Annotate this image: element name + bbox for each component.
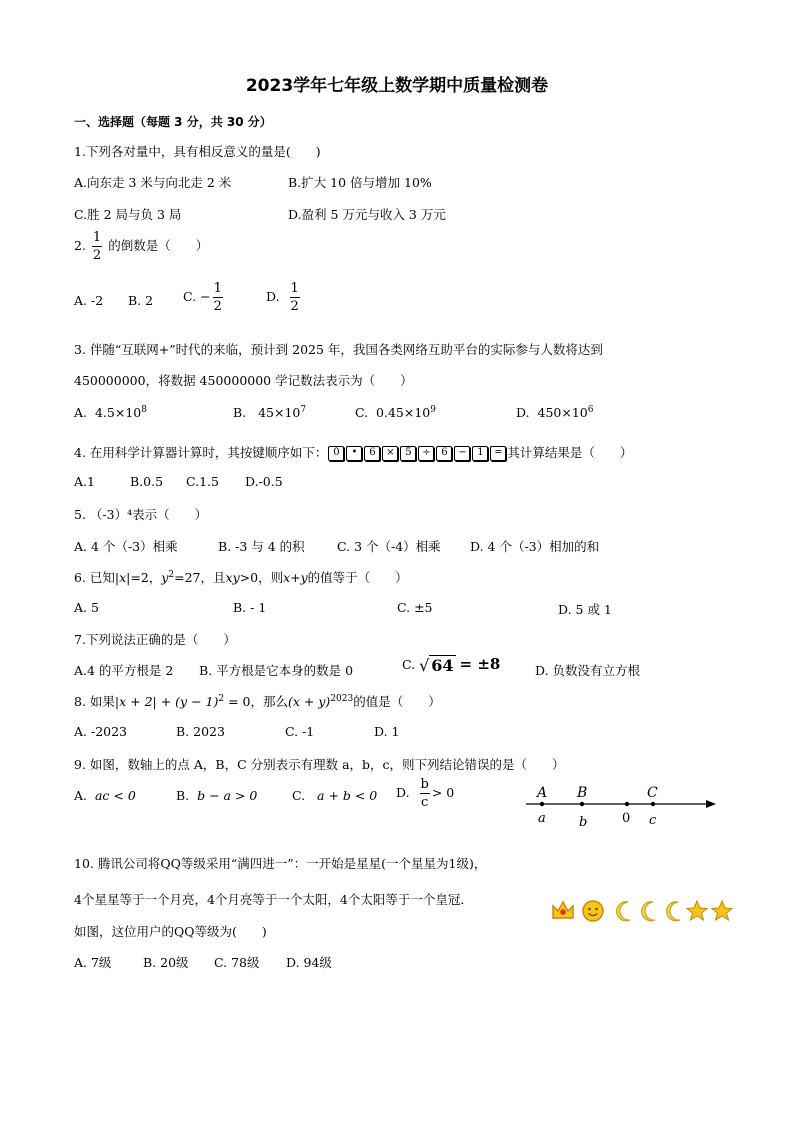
q4-option-a: A.1 [74, 474, 95, 489]
point-0-dot [625, 802, 629, 806]
point-a-dot [540, 802, 544, 806]
q8-stem: 8. 如果$|x + 2| + (y - 1)^2 = 0$，那么$(x + y)^{2023}$的值是（ ） [74, 693, 441, 709]
moon-icon-2 [642, 902, 655, 921]
q2-option-d: D. $\frac{1}{2}$ [266, 281, 299, 314]
q9-option-c: C. a + b < 0 [292, 788, 378, 803]
calculator-keys [327, 445, 507, 460]
q2-option-a: A. -2 [74, 293, 104, 308]
calculator-key: − [454, 446, 470, 461]
crown-icon [553, 902, 573, 918]
calculator-key: = [490, 446, 506, 461]
q7-stem: 7.下列说法正确的是（ ） [74, 632, 236, 647]
q1-option-a: A.向东走 3 米与向北走 2 米 [74, 175, 232, 190]
label-0: 0 [622, 811, 631, 826]
q2-fraction: $\frac{1}{2}$ [92, 230, 102, 263]
number-line-arrow [706, 800, 716, 808]
q8-option-c: C. -1 [285, 724, 315, 739]
label-C: C [647, 785, 658, 801]
star-icon-2 [712, 901, 732, 920]
q6-stem: 6. 已知|x|=2，$y^2=27$，且xy>0，则x+y的值等于（ ） [74, 569, 408, 585]
calculator-key: ÷ [418, 446, 434, 461]
q3-stem-line1: 3. 伴随“互联网+”时代的来临，预计到 2025 年，我国各类网络互助平台的实际参与人数将达到 [74, 342, 603, 357]
number-line [520, 780, 720, 830]
q6-option-b: B. - 1 [233, 600, 267, 615]
q1-option-d: D.盈利 5 万元与收入 3 万元 [288, 207, 446, 222]
q5-stem: 5. （-3）⁴表示（ ） [74, 507, 208, 522]
q2-stem-tail: 的倒数是（ ） [108, 238, 209, 253]
qq-level-icons [550, 898, 740, 924]
q8-option-d: D. 1 [374, 724, 400, 739]
calculator-key: 1 [472, 446, 488, 461]
q7-option-b: B. 平方根是它本身的数是 0 [199, 663, 354, 678]
q1-stem: 1.下列各对量中，具有相反意义的量是( ) [74, 144, 321, 159]
q6-option-a: A. 5 [74, 600, 99, 615]
q3-stem-line2: 450000000，将数据 450000000 学记数法表示为（ ） [74, 373, 413, 388]
page-title: 2023学年七年级上数学期中质量检测卷 [245, 76, 549, 96]
q4-stem: 4. 在用科学计算器计算时，其按键顺序如下： 0 • 6 × 5 ÷ 6 − 1 = 其计算结果是（ ） [74, 445, 633, 460]
q7-option-a: A.4 的平方根是 2 [74, 663, 174, 678]
calculator-key: 6 [364, 446, 380, 461]
q5-option-c: C. 3 个（-4）相乘 [337, 539, 441, 554]
q10-line3: 如图，这位用户的QQ等级为( ) [74, 924, 267, 939]
star-icon-1 [687, 901, 707, 920]
q2-option-c: C. − $\frac{1}{2}$ [183, 281, 222, 314]
point-b-dot [580, 802, 584, 806]
q10-option-d: D. 94级 [286, 955, 332, 970]
q10-option-b: B. 20级 [143, 955, 189, 970]
q1-option-c: C.胜 2 局与负 3 局 [74, 207, 182, 222]
q4-option-d: D.-0.5 [245, 474, 283, 489]
q5-option-b: B. -3 与 4 的积 [218, 539, 305, 554]
q4-option-b: B.0.5 [130, 474, 164, 489]
q7-option-d: D. 负数没有立方根 [535, 663, 641, 678]
q10-option-c: C. 78级 [214, 955, 260, 970]
calculator-key: 0 [328, 446, 344, 461]
q9-option-d: D. $\frac{b}{c}$ > 0 [396, 777, 455, 810]
q2-number: 2. [74, 238, 86, 253]
moon-icon-1 [617, 902, 630, 921]
q6-option-c: C. ±5 [397, 600, 433, 615]
q3-option-c: C. $0.45\times 10^9$ [355, 405, 436, 421]
label-B: B [577, 785, 588, 801]
q6-option-d: D. 5 或 1 [558, 602, 612, 617]
q10-option-a: A. 7级 [74, 955, 112, 970]
q10-line1: 10. 腾讯公司将QQ等级采用“满四进一”：一开始是星星(一个星星为1级)， [74, 856, 487, 871]
point-c-dot [651, 802, 655, 806]
q1-option-b: B.扩大 10 倍与增加 10% [288, 175, 432, 190]
section-heading: 一、选择题（每题 3 分，共 30 分） [74, 115, 272, 129]
q9-option-a: A. ac < 0 [74, 788, 136, 803]
q5-option-d: D. 4 个（-3）相加的和 [470, 539, 600, 554]
sun-icon [583, 901, 603, 921]
q8-option-a: A. -2023 [74, 724, 128, 739]
calculator-key: 5 [400, 446, 416, 461]
calculator-key: 6 [436, 446, 452, 461]
moon-icon-3 [667, 902, 680, 921]
q2-option-b: B. 2 [128, 293, 154, 308]
q3-option-b: B. $45\times 10^7$ [233, 405, 307, 421]
label-c: c [649, 813, 657, 828]
q10-line2: 4个星星等于一个月亮，4个月亮等于一个太阳，4个太阳等于一个皇冠． [74, 892, 473, 907]
label-a: a [538, 811, 546, 826]
calculator-key: • [346, 446, 362, 461]
q7-option-c: C. √ 64 = ±8 [402, 655, 501, 675]
q9-stem: 9. 如图，数轴上的点 A，B，C 分别表示有理数 a，b，c，则下列结论错误的是（ ） [74, 757, 565, 772]
calculator-key: × [382, 446, 398, 461]
q8-option-b: B. 2023 [176, 724, 225, 739]
q9-option-b: B. b − a > 0 [176, 788, 258, 803]
label-A: A [537, 785, 548, 801]
q5-option-a: A. 4 个（-3）相乘 [74, 539, 178, 554]
q3-option-d: D. $450\times 10^6$ [516, 405, 594, 421]
q4-option-c: C.1.5 [186, 474, 219, 489]
q2-stem [74, 231, 208, 262]
label-b: b [579, 815, 588, 830]
q3-option-a: A. $4.5\times 10^8$ [74, 405, 147, 421]
